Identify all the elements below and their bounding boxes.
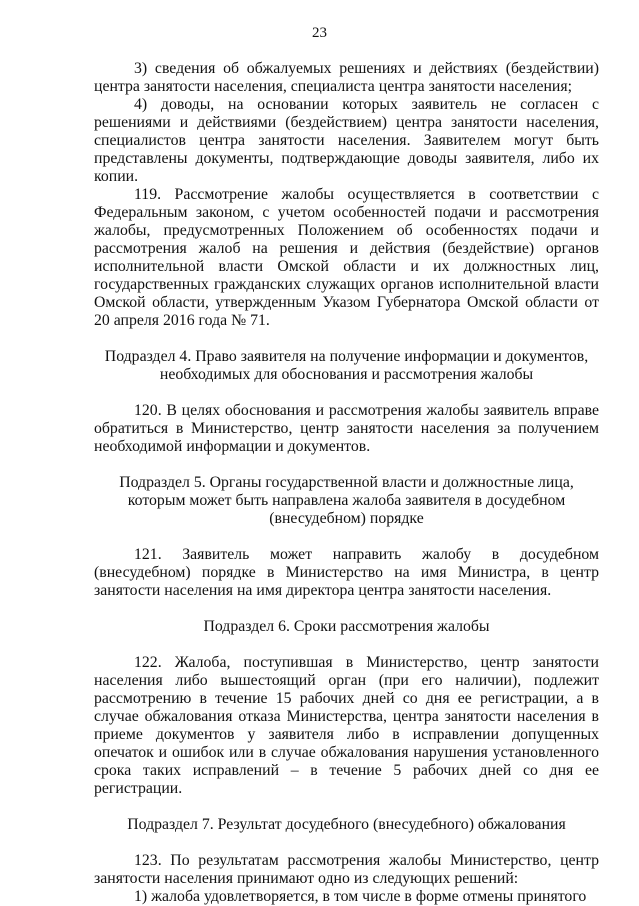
block-spacer (94, 528, 599, 546)
block-spacer (94, 330, 599, 348)
paragraph: 3) сведения об обжалуемых решениях и действиях (бездействии) центра занятости населения, специалиста центра занятости населения; (94, 60, 599, 95)
document-body (94, 60, 599, 906)
paragraph: 4) доводы, на основании которых заявитель не согласен с решениями и действиями (бездействием) центра занятости населения, специалистов центра занятости населения. Заявителем могут быть представлены документы, подтверждающие доводы заявителя, либо их копии. (94, 96, 599, 185)
section-heading: Подраздел 6. Сроки рассмотрения жалобы (203, 618, 490, 635)
block-spacer (94, 384, 599, 402)
block-spacer (94, 834, 599, 852)
block-spacer (94, 456, 599, 474)
section-heading: Подраздел 4. Право заявителя на получение информации и документов, необходимых для обоснования и рассмотрения жалобы (104, 348, 589, 383)
block-spacer (94, 636, 599, 654)
page-number: 23 (312, 25, 327, 41)
paragraph: 119. Рассмотрение жалобы осуществляется в соответствии с Федеральным законом, с учетом особенностей подачи и рассмотрения жалобы, предусмотренных Положением об особенностях подачи и рассмотрения жалоб на решения и действия (бездействие) органов исполнительной власти Омской области и их должностных лиц, государственных гражданских служащих органов исполнительной власти Омской области, утвержденным Указом Губернатора Омской области от 20 апреля 2016 года № 71. (94, 186, 599, 329)
paragraph: 122. Жалоба, поступившая в Министерство, центр занятости населения либо вышестоящий орган (при его наличии), подлежит рассмотрению в течение 15 рабочих дней со дня ее регистрации, а в случае обжалования отказа Министерства, центра занятости населения в приеме документов у заявителя либо в исправлении допущенных опечаток и ошибок или в случае обжалования нарушения установленного срока таких исправлений – в течение 5 рабочих дней со дня ее регистрации. (94, 654, 599, 797)
section-heading: Подраздел 5. Органы государственной власти и должностные лица, которым может быть направлена жалоба заявителя в досудебном (внесудебном) порядке (119, 474, 574, 527)
block-spacer (94, 600, 599, 618)
paragraph: 1) жалоба удовлетворяется, в том числе в форме отмены принятого (134, 888, 587, 905)
section-heading: Подраздел 7. Результат досудебного (внесудебного) обжалования (127, 816, 566, 833)
block-spacer (94, 798, 599, 816)
paragraph: 123. По результатам рассмотрения жалобы Министерство, центр занятости населения принимают одно из следующих решений: (94, 852, 599, 887)
paragraph: 120. В целях обоснования и рассмотрения жалобы заявитель вправе обратиться в Министерство, центр занятости населения за получением необходимой информации и документов. (94, 402, 599, 455)
paragraph: 121. Заявитель может направить жалобу в досудебном (внесудебном) порядке в Министерство на имя Министра, в центр занятости населения на имя директора центра занятости населения. (94, 546, 599, 599)
